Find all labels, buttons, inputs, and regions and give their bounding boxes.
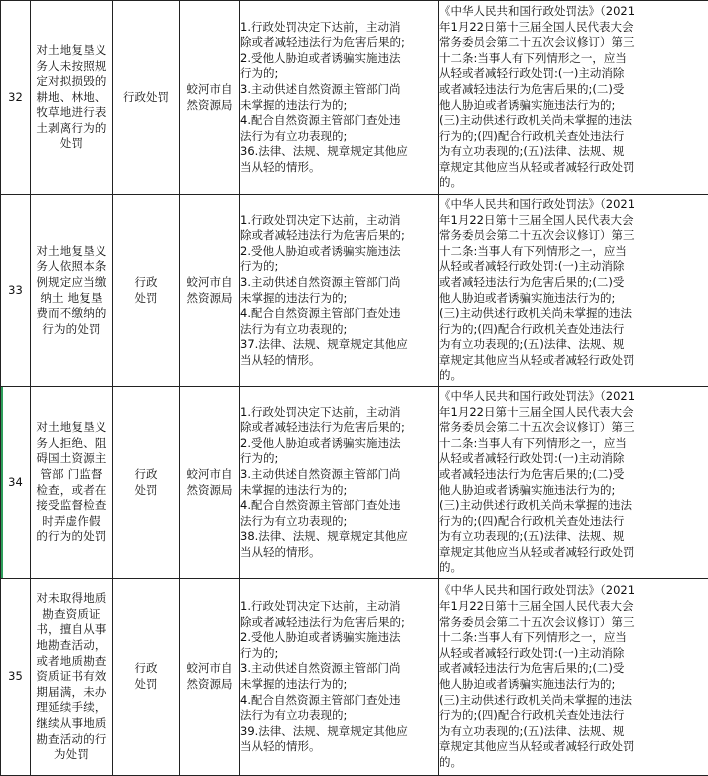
mitigating-conditions: 1.行政处罚决定下达前，主动消 除或者减轻违法行为危害后果的; 2.受他人胁迫或者诱骗实施违法 行为的; 3.主动供述自然资源主管部门尚 未掌握的违法行为的; 4.配合自然资源主管部门查处违 法行为有立功表现的; 37.法律、法规、规章规定其他应 当从轻的情形。: [240, 195, 439, 387]
item-name: 对土地复垦义 务人拒绝、阻 碍国土资源主 管部 门监督 检查，或者在 接受监督检查 时弄虚作假 的行为的处罚: [31, 387, 113, 579]
row-number: 34: [1, 387, 31, 579]
row-number: 33: [1, 195, 31, 387]
legal-basis: 《中华人民共和国行政处罚法》（2021 年1月22日第十三届全国人民代表大会 常务委员会第二十五次会议修订）第三 十二条:当事人有下列情形之一，应当 从轻或者减轻行政处罚:(一)主动消除 或者减轻违法行为危害后果的;(二)受 他人胁迫或者诱骗实施违法行为的; (三)主动供述行政机关尚未掌握的违法 行为的;(四)配合行政机关查处违法行 为有立功表现的;(五)法律、法规、规 章规定其他应当从轻或者减轻行政处罚 的。: [439, 579, 708, 776]
department: 蛟河市自 然资源局: [180, 579, 240, 776]
table-row: [1, 387, 708, 579]
department: 蛟河市自 然资源局: [180, 195, 240, 387]
mitigating-conditions: 1.行政处罚决定下达前，主动消 除或者减轻违法行为危害后果的; 2.受他人胁迫或者诱骗实施违法 行为的; 3.主动供述自然资源主管部门尚 未掌握的违法行为的; 4.配合自然资源主管部门查处违 法行为有立功表现的; 38.法律、法规、规章规定其他应 当从轻的情形。: [240, 387, 439, 579]
table-row: [1, 195, 708, 387]
table-row: [1, 1, 708, 195]
item-name: 对土地复垦义 务人未按照规 定对拟损毁的 耕地、林地、 牧草地进行表 土剥离行为的 处罚: [31, 1, 113, 195]
item-name: 对未取得地质 勘查资质证 书，擅自从事 地勘查活动， 或者地质勘查 资质证书有效 期届满，未办 理延续手续， 继续从事地质 勘查活动的行 为处罚: [31, 579, 113, 776]
item-type: 行政 处罚: [113, 195, 180, 387]
legal-basis: 《中华人民共和国行政处罚法》（2021 年1月22日第十三届全国人民代表大会 常务委员会第二十五次会议修订）第三 十二条:当事人有下列情形之一，应当 从轻或者减轻行政处罚:(一)主动消除 或者减轻违法行为危害后果的;(二)受 他人胁迫或者诱骗实施违法行为的; (三)主动供述行政机关尚未掌握的违法 行为的;(四)配合行政机关查处违法行 为有立功表现的;(五)法律、法规、规 章规定其他应当从轻或者减轻行政处罚 的。: [439, 387, 708, 579]
department: 蛟河市自 然资源局: [180, 1, 240, 195]
mitigating-conditions: 1.行政处罚决定下达前，主动消 除或者减轻违法行为危害后果的; 2.受他人胁迫或者诱骗实施违法 行为的; 3.主动供述自然资源主管部门尚 未掌握的违法行为的; 4.配合自然资源主管部门查处违 法行为有立功表现的; 36.法律、法规、规章规定其他应 当从轻的情形。: [240, 1, 439, 195]
legal-basis: 《中华人民共和国行政处罚法》（2021 年1月22日第十三届全国人民代表大会 常务委员会第二十五次会议修订）第三 十二条:当事人有下列情形之一，应当 从轻或者减轻行政处罚:(一)主动消除 或者减轻违法行为危害后果的;(二)受 他人胁迫或者诱骗实施违法行为的; (三)主动供述行政机关尚未掌握的违法 行为的;(四)配合行政机关查处违法行 为有立功表现的;(五)法律、法规、规 章规定其他应当从轻或者减轻行政处罚 的。: [439, 195, 708, 387]
row-number: 32: [1, 1, 31, 195]
item-name: 对土地复垦义 务人依照本条 例规定应当缴 纳土 地复垦 费而不缴纳的 行为的处罚: [31, 195, 113, 387]
department: 蛟河市自 然资源局: [180, 387, 240, 579]
item-type: 行政处罚: [113, 1, 180, 195]
mitigating-conditions: 1.行政处罚决定下达前，主动消 除或者减轻违法行为危害后果的; 2.受他人胁迫或者诱骗实施违法 行为的; 3.主动供述自然资源主管部门尚 未掌握的违法行为的; 4.配合自然资源主管部门查处违 法行为有立功表现的; 39.法律、法规、规章规定其他应 当从轻的情形。: [240, 579, 439, 776]
item-type: 行政 处罚: [113, 387, 180, 579]
row-number: 35: [1, 579, 31, 776]
item-type: 行政 处罚: [113, 579, 180, 776]
legal-basis: 《中华人民共和国行政处罚法》（2021 年1月22日第十三届全国人民代表大会 常务委员会第二十五次会议修订）第三 十二条:当事人有下列情形之一，应当 从轻或者减轻行政处罚:(一)主动消除 或者减轻违法行为危害后果的;(二)受 他人胁迫或者诱骗实施违法行为的; (三)主动供述行政机关尚未掌握的违法 行为的;(四)配合行政机关查处违法行 为有立功表现的;(五)法律、法规、规 章规定其他应当从轻或者减轻行政处罚 的。: [439, 1, 708, 195]
table-row: [1, 579, 708, 776]
